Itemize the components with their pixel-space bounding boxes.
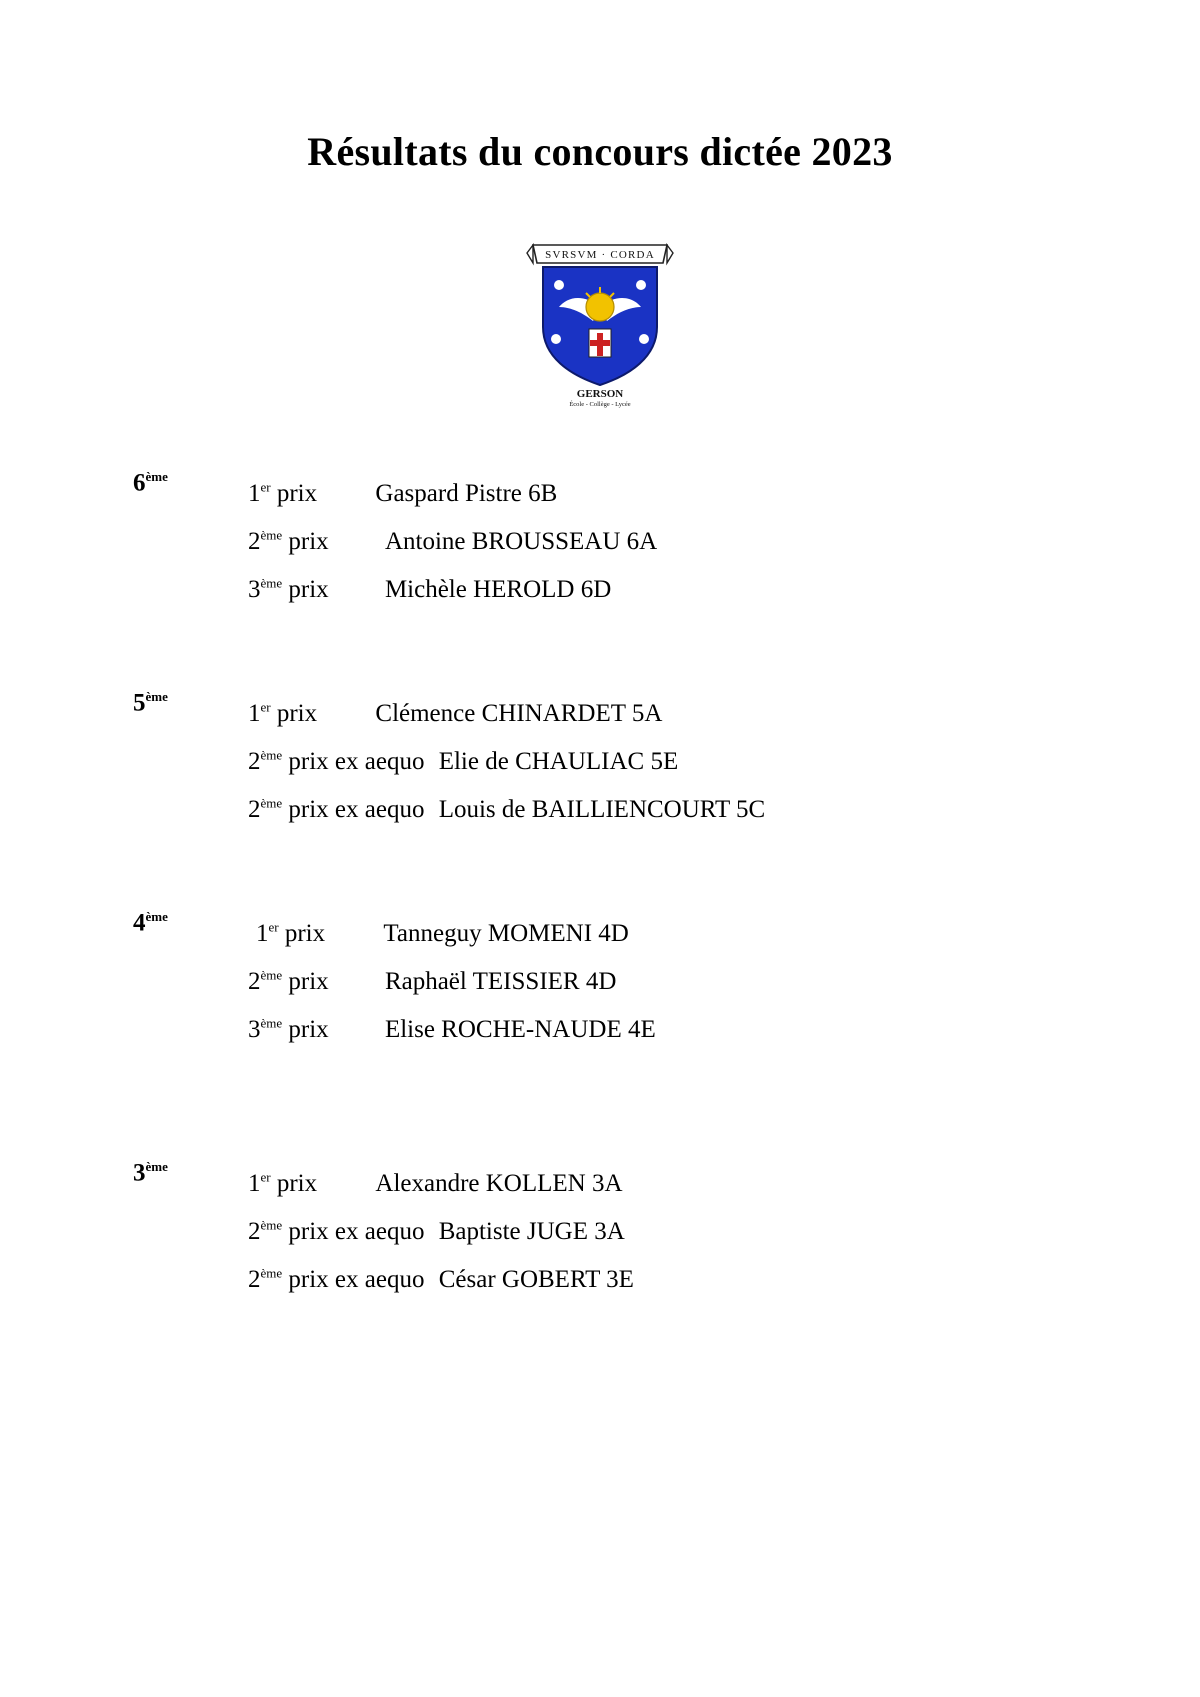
group-spacer [0,1130,1200,1160]
rank-number: 2 [248,968,261,995]
winner-name: Antoine BROUSSEAU 6A [384,528,658,555]
rank-number: 2 [248,1218,261,1245]
prize-label: prix [288,1016,329,1043]
rank-suffix: ème [260,1217,283,1233]
rank [256,910,279,958]
group-spacer [0,660,1200,690]
prize-label: prix ex aequo [288,748,425,775]
result-row [248,566,1200,614]
prize-label: prix [288,528,329,555]
prize-label: prix ex aequo [288,796,425,823]
rank-suffix: ème [260,575,283,591]
rank-suffix: ème [260,527,283,543]
rank [248,470,271,518]
winner-name: Clémence CHINARDET 5A [375,700,663,727]
svg-text:École - Collège - Lycée: École - Collège - Lycée [569,401,631,408]
grade-suffix: ème [145,469,168,484]
result-row [248,518,1200,566]
grade-rows-5eme [248,690,1200,834]
grade-group-3eme [0,1160,1200,1304]
gerson-crest-icon [525,223,675,408]
rank [248,1006,282,1054]
rank-number: 1 [248,480,261,507]
rank-number: 1 [248,1170,261,1197]
result-row [248,1006,1200,1054]
rank-number: 3 [248,576,261,603]
school-crest-container [0,223,1200,408]
grade-group-5eme [0,690,1200,834]
rank-number: 1 [248,700,261,727]
winner-name: César GOBERT 3E [438,1266,634,1293]
rank-suffix: ème [260,967,283,983]
prize-label: prix [276,700,318,727]
prize-label: prix ex aequo [288,1218,425,1245]
rank-number: 2 [248,1266,261,1293]
winner-name: Michèle HEROLD 6D [384,576,612,603]
grade-label-6eme [133,470,168,495]
grade-label-5eme [133,690,168,715]
rank [248,958,282,1006]
winner-name: Baptiste JUGE 3A [438,1218,625,1245]
grade-rows-6eme [248,470,1200,614]
winner-name: Elise ROCHE-NAUDE 4E [384,1016,656,1043]
grade-label-4eme [133,910,168,935]
result-row [248,738,1200,786]
grade-number: 4 [133,909,146,937]
winner-name: Alexandre KOLLEN 3A [375,1170,623,1197]
prize-label: prix [276,1170,318,1197]
grade-suffix: ème [145,689,168,704]
rank-suffix: er [260,1169,271,1185]
page-title: Résultats du concours dictée 2023 [307,129,893,174]
rank-number: 2 [248,748,261,775]
rank [248,518,282,566]
grade-rows-4eme [248,910,1200,1054]
grade-suffix: ème [145,909,168,924]
prize-label: prix [288,968,329,995]
result-row [248,1208,1200,1256]
rank [248,1208,282,1256]
prize-label: prix [276,480,318,507]
rank-number: 1 [256,920,269,947]
result-row [256,910,1200,958]
grade-number: 5 [133,689,146,717]
prize-label: prix ex aequo [288,1266,425,1293]
winner-name: Raphaël TEISSIER 4D [384,968,617,995]
grade-suffix: ème [145,1159,168,1174]
rank-suffix: ème [260,1015,283,1031]
svg-text:SVRSVM · CORDA: SVRSVM · CORDA [545,249,655,261]
rank-suffix: ème [260,795,283,811]
grade-number: 3 [133,1159,146,1187]
rank [248,566,282,614]
rank-suffix: ème [260,747,283,763]
rank-suffix: er [260,479,271,495]
rank-suffix: er [260,699,271,715]
grade-number: 6 [133,469,146,497]
rank-number: 2 [248,528,261,555]
result-row [248,470,1200,518]
results-list [0,470,1200,1304]
rank-suffix: ème [260,1265,283,1281]
grade-group-6eme [0,470,1200,614]
result-row [248,958,1200,1006]
grade-group-4eme [0,910,1200,1054]
rank-suffix: er [268,919,279,935]
result-row [248,690,1200,738]
winner-name: Tanneguy MOMENI 4D [383,920,629,947]
winner-name: Elie de CHAULIAC 5E [438,748,679,775]
rank [248,1160,271,1208]
prize-label: prix [284,920,326,947]
rank-number: 3 [248,1016,261,1043]
result-row [248,786,1200,834]
result-row [248,1256,1200,1304]
result-row [248,1160,1200,1208]
grade-rows-3eme [248,1160,1200,1304]
grade-label-3eme [133,1160,168,1185]
winner-name: Louis de BAILLIENCOURT 5C [438,796,766,823]
prize-label: prix [288,576,329,603]
group-spacer [0,1100,1200,1130]
svg-text:GERSON: GERSON [576,388,624,400]
rank [248,786,282,834]
rank [248,1256,282,1304]
rank [248,690,271,738]
winner-name: Gaspard Pistre 6B [375,480,558,507]
rank-number: 2 [248,796,261,823]
group-spacer [0,880,1200,910]
rank [248,738,282,786]
